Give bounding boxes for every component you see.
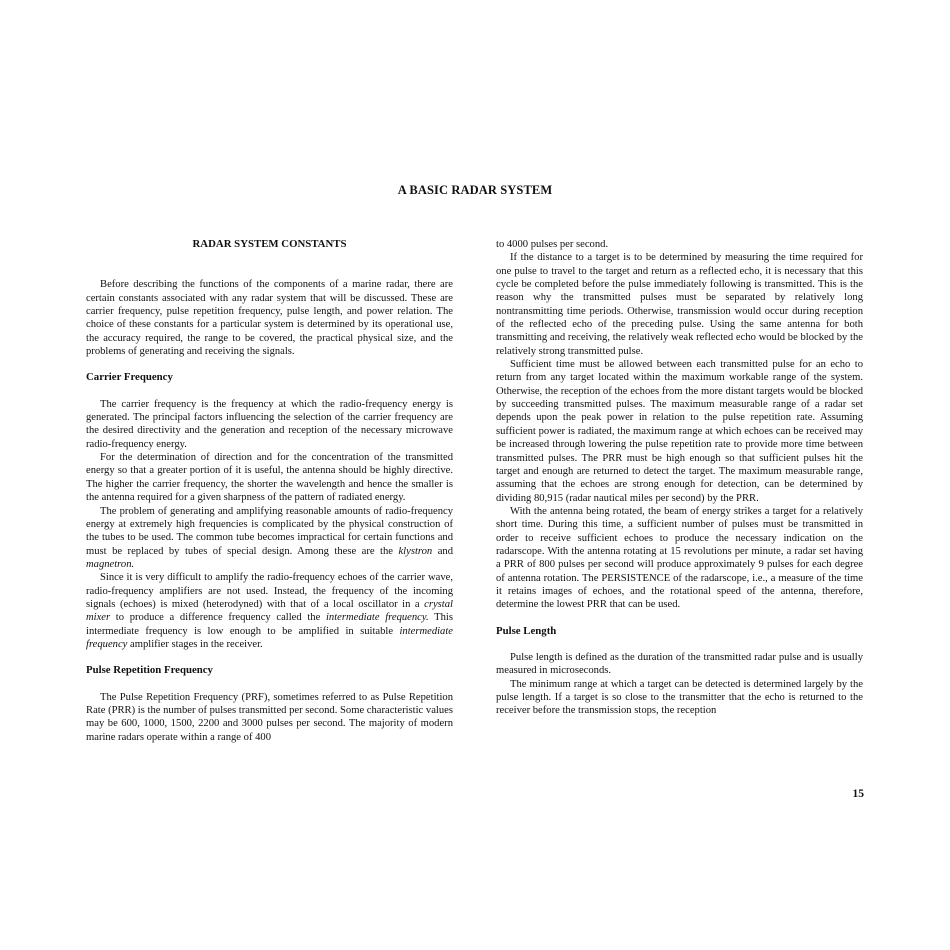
section-title: RADAR SYSTEM CONSTANTS bbox=[192, 238, 347, 250]
magnetron-term: magnetron. bbox=[86, 558, 135, 570]
carrier-paragraph-4: Since it is very difficult to amplify the radio-frequency echoes of the carrier wave, radio-frequency amplifiers are not used. Instead, the frequency of the incoming signals (echoes) is mixed (heterodyned) with that of a local oscillator in a crystal mixer to produce a difference frequency called the intermediate frequency. This intermediate frequency is low enough to be amplified in suitable intermediate frequency amplifier stages in the receiver. bbox=[86, 572, 453, 650]
carrier-paragraph-1: The carrier frequency is the frequency at which the radio-frequency energy is generated. The principal factors influencing the selection of the carrier frequency are the desired directivity and the generation and reception of the necessary microwave radio-frequency energy. bbox=[86, 398, 453, 450]
pulse-repetition-frequency-heading: Pulse Repetition Frequency bbox=[86, 664, 213, 677]
intro-paragraph: Before describing the functions of the components of a marine radar, there are certain constants associated with any radar system that will be discussed. These are carrier frequency, pulse repetition frequency, pulse length, and power relation. The choice of these constants for a particular system is determined by its operational use, the accuracy required, the range to be covered, the practical physical size, and the problems of generating and receiving the signals. bbox=[86, 279, 453, 358]
carrier-frequency-heading: Carrier Frequency bbox=[86, 371, 173, 384]
prf-paragraph-3: Sufficient time must be allowed between each transmitted pulse for an echo to return from any target located within the maximum workable range of the system. Otherwise, the reception of the echoes from the more distant targets would be blocked by succeeding transmitted pulses. The maximum measurable range of a radar set depends upon the peak power in relation to the pulse repetition rate. Assuming sufficient power is radiated, the maximum range at which echoes can be received may be increased through lowering the pulse repetition rate to provide more time between transmitted pulses. The PRR must be high enough so that sufficient pulses hit the target and enough are returned to detect the target. The maximum measurable range, assuming that the echoes are strong enough for detection, can be determined by dividing 80,915 (radar nautical miles per second) by the PRR. bbox=[496, 359, 863, 504]
prf-paragraph-1: The Pulse Repetition Frequency (PRF), sometimes referred to as Pulse Repetition Rate (PRR) is the number of pulses transmitted per second. Some characteristic values may be 600, 1000, 1500, 2200 and 3000 pulses per second. The majority of modern marine radars operate within a range of 400 bbox=[86, 691, 453, 743]
prf-paragraph-1-continued: to 4000 pulses per second. bbox=[496, 239, 609, 250]
left-column bbox=[86, 238, 453, 744]
pulse-length-heading: Pulse Length bbox=[496, 624, 557, 637]
carrier-paragraph-2: For the determination of direction and for the concentration of the transmitted energy so that a greater portion of it is useful, the antenna should be highly directive. The higher the carrier frequency, the shorter the wavelength and hence the smaller is the antenna required for a given sharpness of the pattern of radiated energy. bbox=[86, 452, 453, 504]
crystal-mixer-term: crystal mixer bbox=[86, 598, 453, 624]
carrier-paragraph-3: The problem of generating and amplifying reasonable amounts of radio-frequency energy at extremely high frequencies is complicated by the physical construction of the tubes to be used. The common tube becomes impractical for certain functions and must be replaced by tubes of special design. Among these are the klystron and magnetron. bbox=[86, 505, 454, 570]
intermediate-frequency-amplifier-term: intermediate frequency bbox=[86, 625, 453, 650]
prf-paragraph-4: With the antenna being rotated, the beam of energy strikes a target for a relatively short time. During this time, a sufficient number of pulses must be transmitted in order to receive sufficient echoes to produce the necessary indication on the radarscope. With the antenna rotating at 15 revolutions per minute, a radar set having a PRR of 800 pulses per second will produce approximately 9 pulses for each degree of antenna rotation. The PERSISTENCE of the radarscope, i.e., a measure of the time it retains images of echoes, and the rotational speed of the antenna, therefore, determine the lowest PRR that can be used. bbox=[496, 505, 863, 611]
page-number: 15 bbox=[852, 788, 864, 800]
prf-paragraph-2: If the distance to a target is to be determined by measuring the time required for one pulse to travel to the target and return as a reflected echo, it is necessary that this cycle be completed before the pulse immediately following is transmitted. This is the reason why the transmitted pulses must be separated by relatively long nontransmitting time periods. Otherwise, transmission would occur during reception of the reflected echo of the preceding pulse. Using the same antenna for both transmitting and receiving, the relatively weak reflected echo would be blocked by the relatively strong transmitted pulse. bbox=[496, 252, 863, 357]
right-column bbox=[496, 238, 863, 718]
pulse-length-paragraph-1: Pulse length is defined as the duration of the transmitted radar pulse and is usually measured in microseconds. bbox=[496, 651, 863, 677]
klystron-term: klystron bbox=[398, 545, 433, 557]
intermediate-frequency-term: intermediate frequency. bbox=[325, 612, 429, 624]
pulse-length-paragraph-2: The minimum range at which a target can be detected is determined largely by the pulse length. If a target is so close to the transmitter that the echo is returned to the receiver before the transmission stops, the reception bbox=[496, 678, 863, 717]
page-title: A BASIC RADAR SYSTEM bbox=[397, 183, 553, 197]
